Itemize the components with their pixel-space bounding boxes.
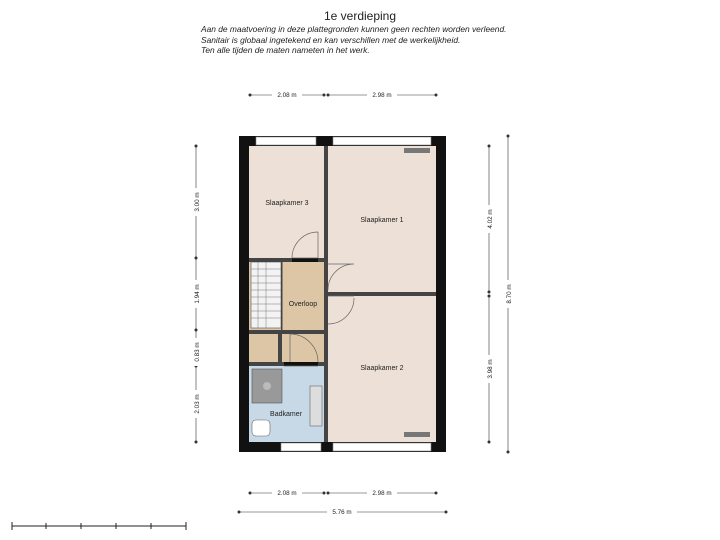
dim-right-total: 8.70 m bbox=[506, 284, 513, 304]
dim-bottom-left: 2.08 m bbox=[277, 490, 297, 497]
storage-closet bbox=[249, 334, 278, 362]
dim-bottom-right: 2.98 m bbox=[372, 490, 392, 497]
dim-top-right: 2.98 m bbox=[372, 92, 392, 99]
staircase bbox=[251, 262, 281, 328]
dim-right-1: 4.02 m bbox=[487, 209, 494, 229]
dim-left-4: 2.03 m bbox=[194, 394, 201, 414]
disclaimer-line: Ten alle tijden de maten nameten in het werk. bbox=[201, 45, 370, 56]
room-label-slaapkamer-2: Slaapkamer 2 bbox=[360, 365, 404, 372]
scale-bar bbox=[12, 522, 186, 530]
dim-left-3: 0.83 m bbox=[194, 342, 201, 362]
room-label-overloop: Overloop bbox=[288, 301, 318, 308]
disclaimer-line: Aan de maatvoering in deze plattegronden kunnen geen rechten worden verleend. bbox=[201, 24, 507, 34]
dim-left-2: 1.94 m bbox=[194, 284, 201, 304]
page-title: 1e verdieping bbox=[323, 9, 397, 23]
dim-total-width: 5.76 m bbox=[332, 509, 352, 516]
dim-top-left: 2.08 m bbox=[277, 92, 297, 99]
dim-left-1: 3.00 m bbox=[194, 192, 201, 212]
dim-right-2: 3.98 m bbox=[487, 359, 494, 379]
room-label-slaapkamer-3: Slaapkamer 3 bbox=[265, 200, 309, 207]
room-label-slaapkamer-1: Slaapkamer 1 bbox=[360, 217, 404, 224]
disclaimer-line: Sanitair is globaal ingetekend en kan verschillen met de werkelijkheid. bbox=[201, 34, 461, 45]
room-label-badkamer: Badkamer bbox=[270, 411, 302, 418]
